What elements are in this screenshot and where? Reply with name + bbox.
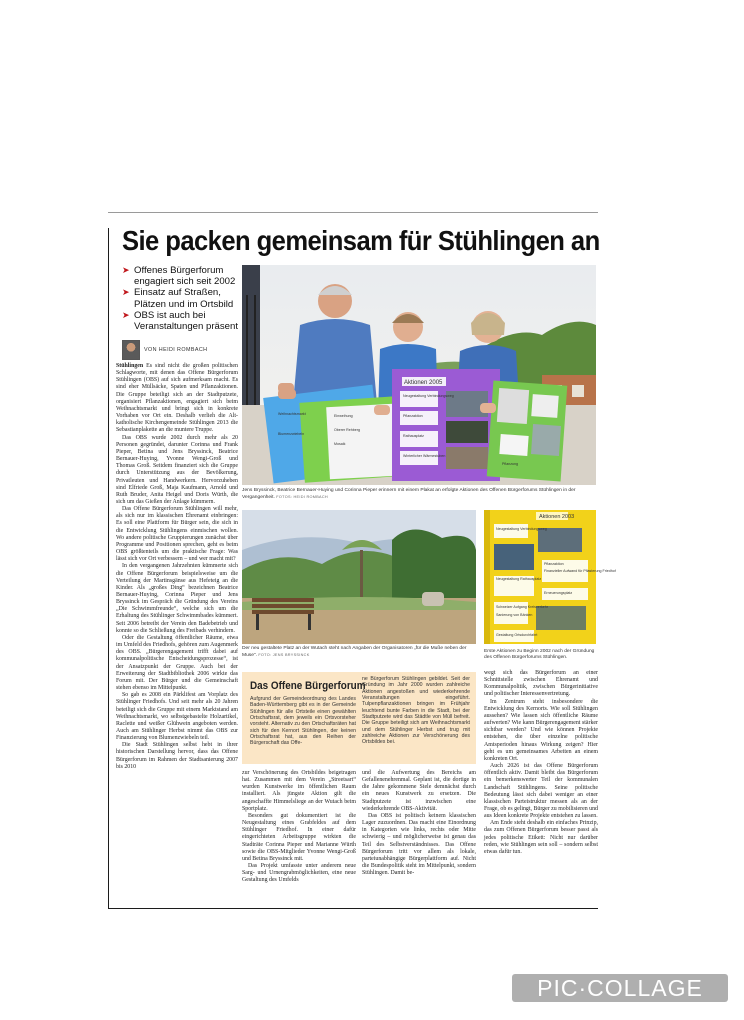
paragraph: Die Stadt Stühlingen selbst hebt in ihrer historischen Darstellung hervor, dass das Offene Bürgerforum im Rahmen der Stadtsanierung 2007 bis 2010 [116, 742, 238, 770]
poster-photo-image [484, 510, 616, 644]
info-box-title: Das Offene Bürgerforum [250, 680, 366, 692]
main-photo-caption: Jens Bryssinck, Beatrice Bernauer-Huying und Corinna Pieper erinnern mit einem Plakat an erfolgte Aktionen des Offenen Bürgerforums Stühlingen in der Vergangenheit. FOTOS: HEIDI ROMBACH [242, 488, 576, 501]
newspaper-page [108, 212, 616, 912]
teaser-bullet: ➤ Einsatz auf Straßen, Plätzen und im Ortsbild [122, 287, 240, 309]
photo-credit: FOTO: JENS BRYSSINCK [258, 653, 310, 658]
info-box-column-1: Aufgrund der Gemeindeordnung des Landes Baden-Württemberg gibt es in der Gemeinde Stühlingen für alle Ortsteile einen gewählten Ortschaftsrat, dem jeweils ein Ortsvorsteher vorsteht. Alternativ zu den Ortschaftsräten hat sich für den Kernort Stühlingen, der keinen Ortschaftsrat hat, aus den Reihen der Bürgerschaft das Offe- [250, 696, 356, 747]
square-photo [242, 510, 476, 644]
teaser-bullet: ➤ OBS ist auch bei Veranstaltungen präsent [122, 310, 240, 332]
poster-label: Blumenzwiebeln [278, 432, 305, 436]
poster-label: Rathausplatz [403, 434, 424, 438]
author-name: VON HEIDI ROMBACH [144, 347, 208, 353]
paragraph: Besonders gut dokumentiert ist die Neugestaltung eines Grabfeldes auf dem Stühlinger Friedhof. In einer dafür eingerichteten Arbeitsgruppe wirkten die Stadträte Corinna Pieper und Marianne Würth sowie die OBS-Mitglieder Yvonne Wengi-Groß und Betina Bryssinck mit. [242, 812, 356, 862]
article-column-5 [484, 670, 598, 856]
poster-photo [484, 510, 616, 644]
app-watermark: PIC·COLLAGE [512, 974, 728, 1002]
paragraph: Das OBS ist politisch keinem klassischen Lager zuzuordnen. Das macht eine Einordnung in Kategorien wie links, rechts oder Mitte schwierig – und möglicherweise ist genau das Teil des Selbstverständnisses. Das Offene Bürgerforum tritt vor allem als lokale, parteiunabhängige Bürgerplattform auf. Nicht die Bundespolitik steht im Mittelpunkt, sondern Stühlingen. Damit be- [362, 812, 476, 877]
paragraph: Oder die Gestaltung öffentlicher Räume, etwa im Umfeld des Friedhofs, gehören zum Augenmerk des OBS. „Bürgerengagement trifft dabei auf kommunalpolitische Entscheidungsprozesse“, ist der Ansatzpunkt der Gruppe. Auch bei der Erweiterung der Stadtbibliothek 2006 wirkte das Forum mit. Der Bürger und die Gemeinschaft stehen ebenso im Mittelpunkt. [116, 634, 238, 692]
dateline: Stühlingen [116, 363, 144, 369]
top-rule [108, 212, 598, 213]
poster-label: Pflanzung [502, 462, 518, 466]
paragraph: Im Zentrum steht insbesondere die Entwicklung des Kernorts. Wie soll Stühlingen aussehen? Wie lassen sich öffentliche Räume aufwerten? Wie kann Bürgerengagement stärker sichtbar werden? Und wie können Projekte entstehen, die über einzelne politische Amtsperioden hinaus Wirkung zeigen? Hier geht es um gemeinsames Arbeiten an einem konkreten Ort. [484, 698, 598, 762]
paragraph: Das Projekt umfasste unter anderem neue Sarg- und Urnengrabmöglichkeiten, eine neue Gestaltung des Umfelds [242, 863, 356, 884]
poster-label: Neugestaltung Verbindungsweg [403, 394, 454, 398]
poster-label: Weihnachtsmarkt [278, 412, 306, 416]
headline: Sie packen gemeinsam für Stühlingen an [122, 225, 600, 256]
poster-photo-caption: Erste Aktionen zu Beginn 2002 nach der Gründung des Offenen Bürgerforums Stühlingen. [484, 649, 595, 661]
poster-label: Einweihung [334, 414, 353, 418]
paragraph: Auch 2026 ist das Offene Bürgerforum öffentlich aktiv. Damit bleibt das Bürgerforum ein bemerkenswerter Teil der kommunalen Landschaft Stühlingens. Seine politische Bedeutung lässt sich dabei weniger an einer klassischen Parteistruktur messen als an der Frage, ob es gelingt, Bürger zu mobilisieren und aus Ideen konkrete Projekte entstehen zu lassen. [484, 763, 598, 820]
paragraph: Das Offene Bürgerforum Stühlingen will mehr, als sich nur im klassischen Ehrenamt einbringen: Es soll eine Plattform für Bürger sein, die sich in die Entwicklung Stühlingens einmischen wollen. Wo andere politische Gruppierungen zunächst über Programme und Positionen sprechen, geht es beim OBS größtenteils um die praktische Frage: Was lässt sich vor Ort verbessern – und wer macht mit? [116, 506, 238, 563]
paragraph: zur Verschönerung des Ortsbildes beigetragen hat. Zusammen mit dem Verein „Streetsart“ wurden Kunstwerke im öffentlichen Raum installiert. Als jüngste Aktion gilt die angeschaffte Himmelsliege an der Wutach beim Sportplatz. [242, 770, 356, 812]
poster-label: Mosaik [334, 442, 346, 446]
info-box-column-2: ne Bürgerforum Stühlingen gebildet. Seit der Gründung im Jahr 2000 wurden zahlreiche Aktionen angestoßen und wiederkehrende Veranstaltungen eingeführt. Tulpenpflanzaktionen bringen im Frühjahr leuchtend bunte Farben in die Stadt, bei der Stadtputzete wird das Städtle von Müll befreit. Die Gruppe beteiligt sich am Weihnachtsmarkt und dem Stühlinger Herbst und trug mit zahlreiche Aktionen zur Verschönerung des Ortsbildes bei. [362, 676, 470, 746]
article-column-3 [242, 770, 356, 885]
poster-label: Winterlicher Wärmestuben [403, 454, 446, 458]
paragraph: Stühlingen Es sind nicht die großen politischen Schlagworte, mit denen das Offene Bürgerforum Stühlingen (OBS) auf sich aufmerksam macht. Es sind eher Müllsäcke, Spaten und Pflanzaktionen. Die Gruppe beteiligt sich an der Stadtputzete, organisiert Pflanzaktionen, engagiert sich beim Weihnachtsmarkt und bringt sich in konkrete Vorhaben vor Ort ein. Deshalb verlieh die Alt-katholische Kirchengemeinde Stühlingen 2013 die Sebastianplakette an die muntere Truppe. [116, 363, 238, 434]
main-photo-image [242, 265, 596, 485]
square-photo-image [242, 510, 476, 644]
paragraph: In den vergangenen Jahrzehnten kümmerte sich die Offene Bürgerforum beispielsweise um die Verteilung der Martinsgänse aus Hefeteig an die Kinder. Als „großes Ding“ bezeichnen Beatrice Bernauer-Huying, Corinna Pieper und Jens Bryssinck im Gespräch die Gründung des Vereins „Die Schwimmfreunde“, welche sich um die Erhaltung des Stühlinger Schwimmbades kümmert. Seit 2006 betreibt der Verein den Badebetrieb und konnte so die Schließung des Freibads verhindern. [116, 563, 238, 634]
poster-label: Sanierung von Bänken [496, 613, 533, 617]
paragraph: Am Ende steht deshalb ein einfaches Prinzip, das zum Offenen Bürgerforum besser passt als jedes politische Etikett: Nicht nur darüber reden, wie Stühlingen sein soll – sondern selbst etwas dafür tun. [484, 820, 598, 855]
poster-title: Aktionen 2005 [404, 380, 443, 386]
bottom-rule [108, 908, 598, 909]
poster-label: Neugestaltung Verbindungsweg [496, 527, 547, 531]
info-box [242, 672, 476, 764]
article-column-1 [116, 363, 238, 771]
paragraph: Das OBS wurde 2002 durch mehr als 20 Personen gegründet, darunter Corinna und Frank Pieper, Betina und Jens Bryssinck, Beatrice Bernauer-Huying, Yvonne Wengi-Groß und Thomas Groß. Seitdem finanziert sich die Gruppe durch Unterstützung aus der Bevölkerung, Privatleuten und Handwerkern. Hervorzuheben sind Elfriede Groß, Maja Kaufmann, Arnold und Ruth Bruder, Anita Heigel und Doris Würth, die sich um das Gießen der Anlage kümmern. [116, 434, 238, 505]
poster-label: Pflanzaktion [403, 414, 423, 418]
main-photo [242, 265, 596, 485]
teaser-bullets [122, 265, 240, 332]
left-rule [108, 228, 109, 908]
poster-label: Gestaltung Ortsdurchfahrt [496, 633, 538, 637]
photo-credit: FOTOS: HEIDI ROMBACH [276, 495, 328, 500]
teaser-bullet: ➤ Offenes Bürgerforum engagiert sich seit 2002 [122, 265, 240, 287]
poster-label: Oberer Rehberg [334, 428, 360, 432]
article-column-4 [362, 770, 476, 877]
poster-2-title: Aktionen 2003 [539, 514, 575, 520]
poster-label: Erneuerungsplatz [544, 591, 573, 595]
poster-label: Finanzieller Aufwand für Pflasterung Friedhof [544, 569, 616, 573]
author-avatar [122, 340, 140, 360]
square-photo-caption: Der neu gestaltete Platz an der Wutach steht nach Angaben der Organisatoren „für die Muße neben der Muse“. FOTO: JENS BRYSSINCK [242, 646, 467, 659]
byline [122, 340, 242, 362]
poster-label: Neugestaltung Rathausplatz [496, 577, 542, 581]
poster-label: Schweizer Aufgang Kreisverkehr [496, 605, 548, 609]
poster-label: Pflanzaktion [544, 562, 564, 566]
paragraph: wegt sich das Bürgerforum an einer Schnittstelle zwischen Ehrenamt und Kommunalpolitik, zwischen Bürgerinitiative und politischer Interessenvertretung. [484, 670, 598, 698]
paragraph: und die Aufwertung des Bereichs am Gefallenenehrenmal. Geplant ist, die dortige in die Jahre gekommene Stele demnächst durch ein neues Kunstwerk zu ersetzen. Die Stadtputzete ist inzwischen eine wiederkehrende OBS-Aktivität. [362, 770, 476, 812]
paragraph: So gab es 2008 ein Pärklifest am Vorplatz des Stühlinger Friedhofs. Und seit mehr als 20 Jahren beteiligt sich die Gruppe mit einem Marktstand am Weihnachtsmarkt, wo selbstgebastelte Holzartikel, Raclette und weißer Glühwein angeboten werden. Auch am Stühlinger Herbst nimmt das OBS zur Finanzierung von Blumenzwiebeln teil. [116, 692, 238, 742]
